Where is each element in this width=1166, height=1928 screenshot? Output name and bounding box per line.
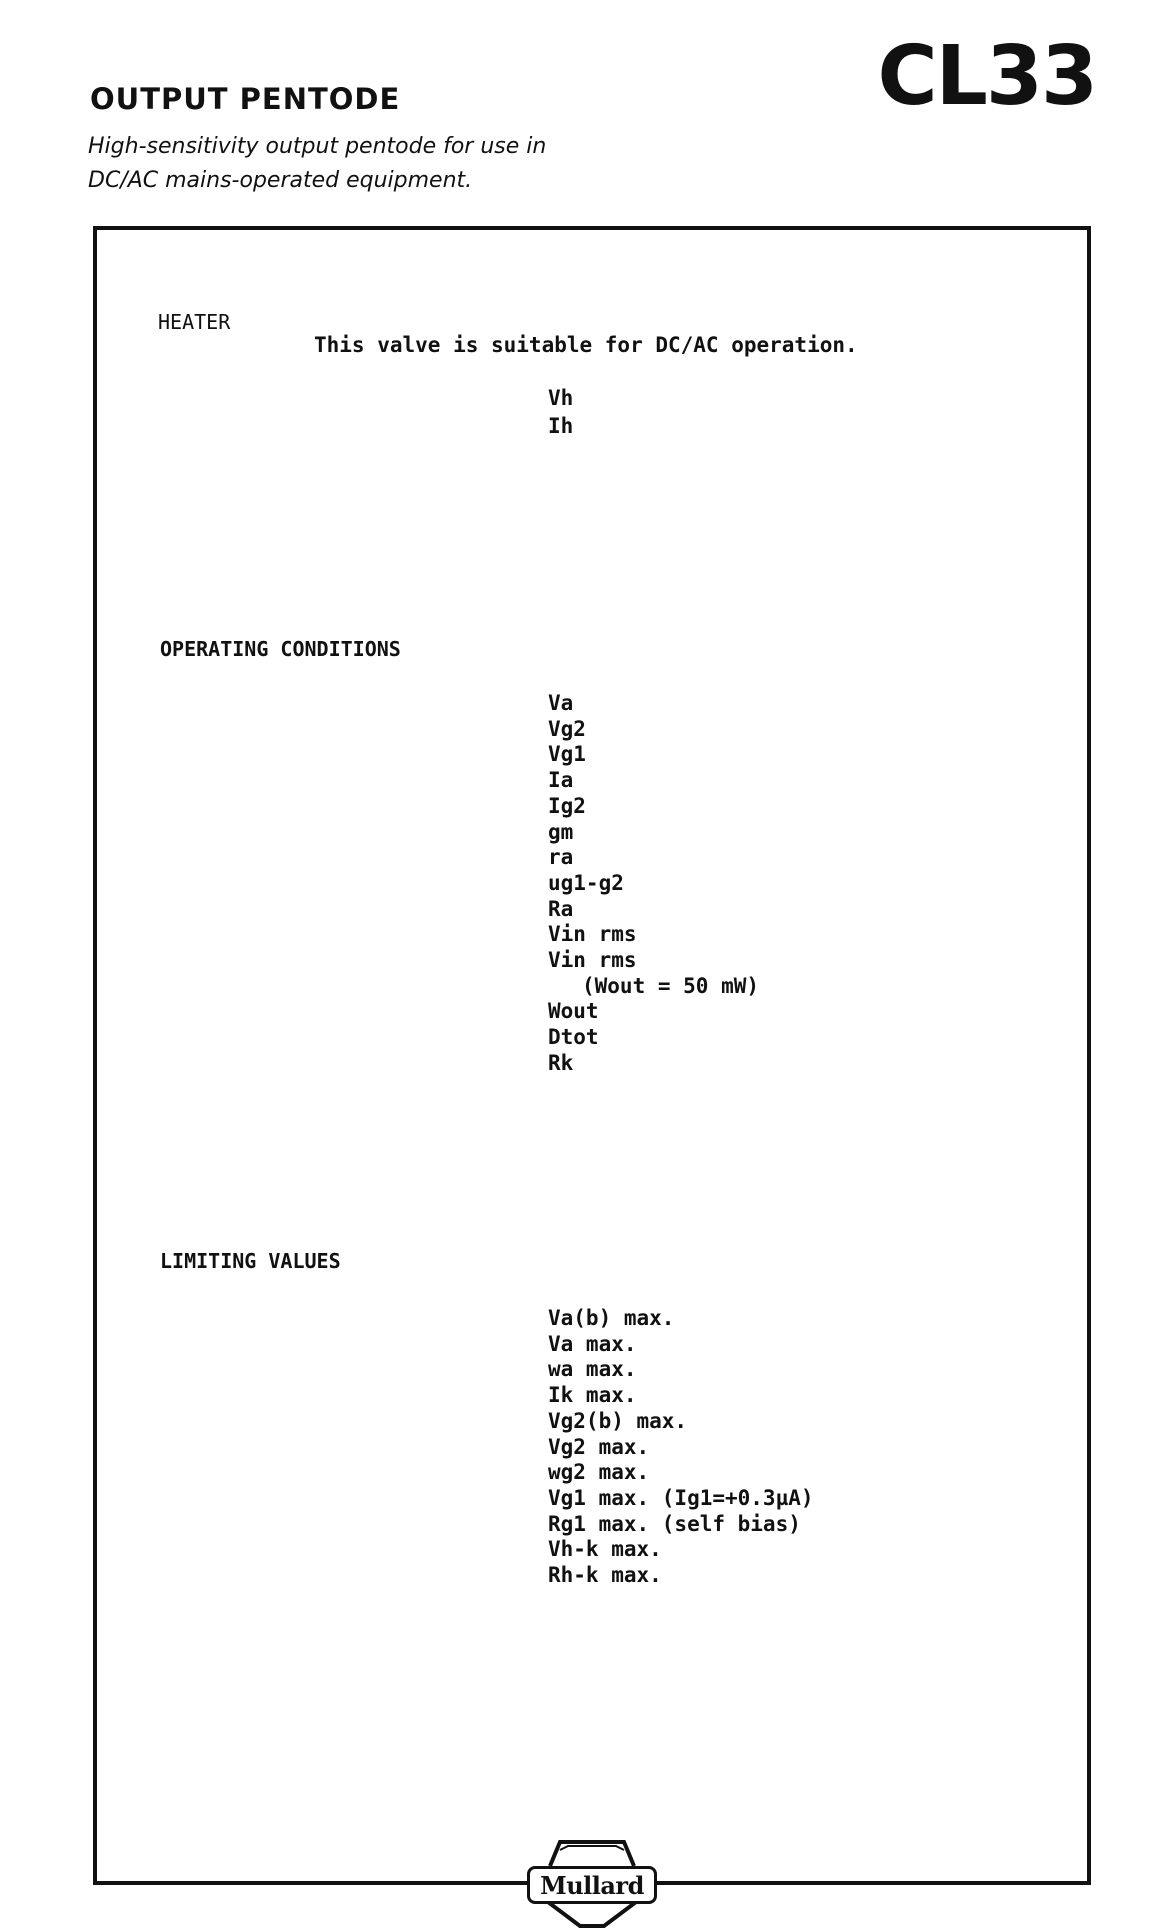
mullard-logo-text: Mullard — [540, 1870, 644, 1900]
parameter-symbol: Rh-k max. — [548, 1563, 662, 1587]
data-sheet-frame — [93, 226, 1091, 1885]
parameter-symbol: Vin rms — [548, 948, 637, 972]
parameter-symbol: Vg1 — [548, 742, 586, 767]
description-line-2: DC/AC mains-operated equipment. — [88, 168, 473, 193]
parameter-symbol: Va max. — [548, 1331, 637, 1356]
parameter-symbol: Dtot — [548, 1025, 599, 1050]
parameter-symbol: gm — [548, 819, 574, 844]
heater-note: This valve is suitable for DC/AC operation. — [314, 333, 858, 357]
parameter-symbol: ug1-g2 — [548, 870, 624, 895]
parameter-symbol: Ra — [548, 896, 574, 921]
page-title: OUTPUT PENTODE — [90, 82, 401, 116]
parameter-symbol: Vg2(b) max. — [548, 1408, 688, 1433]
parameter-symbol: Vg2 max. — [548, 1434, 650, 1459]
parameter-symbol: Rg1 max. (self bias) — [548, 1511, 801, 1536]
parameter-symbol: (Wout = 50 mW) — [582, 973, 760, 998]
parameter-symbol: Va — [548, 691, 574, 715]
parameter-symbol: Vh-k max. — [548, 1537, 662, 1562]
parameter-symbol: wa max. — [548, 1357, 637, 1382]
mullard-logo — [527, 1866, 657, 1904]
parameter-symbol: Vg2 — [548, 716, 586, 741]
parameter-symbol: Vin rms — [548, 922, 637, 947]
parameter-symbol: Vg1 max. (Ig1=+0.3µA) — [548, 1485, 814, 1510]
parameter-symbol: Va(b) max. — [548, 1306, 675, 1330]
parameter-symbol: Wout — [548, 999, 599, 1024]
description-line-1: High-sensitivity output pentode for use in — [88, 134, 547, 159]
parameter-symbol: Vh — [548, 386, 574, 410]
limiting-values-title: LIMITING VALUES — [160, 1249, 341, 1273]
parameter-symbol: Rk — [548, 1050, 574, 1075]
parameter-symbol: ra — [548, 845, 574, 870]
operating-conditions-title: OPERATING CONDITIONS — [160, 637, 401, 661]
type-number: CL33 — [877, 29, 1096, 124]
parameter-symbol: wg2 max. — [548, 1460, 650, 1485]
parameter-symbol: Ih — [548, 414, 574, 438]
parameter-symbol: Ia — [548, 768, 574, 793]
parameter-symbol: Ig2 — [548, 793, 586, 818]
heater-section-title: HEATER — [158, 310, 231, 334]
parameter-symbol: Ik max. — [548, 1383, 637, 1408]
